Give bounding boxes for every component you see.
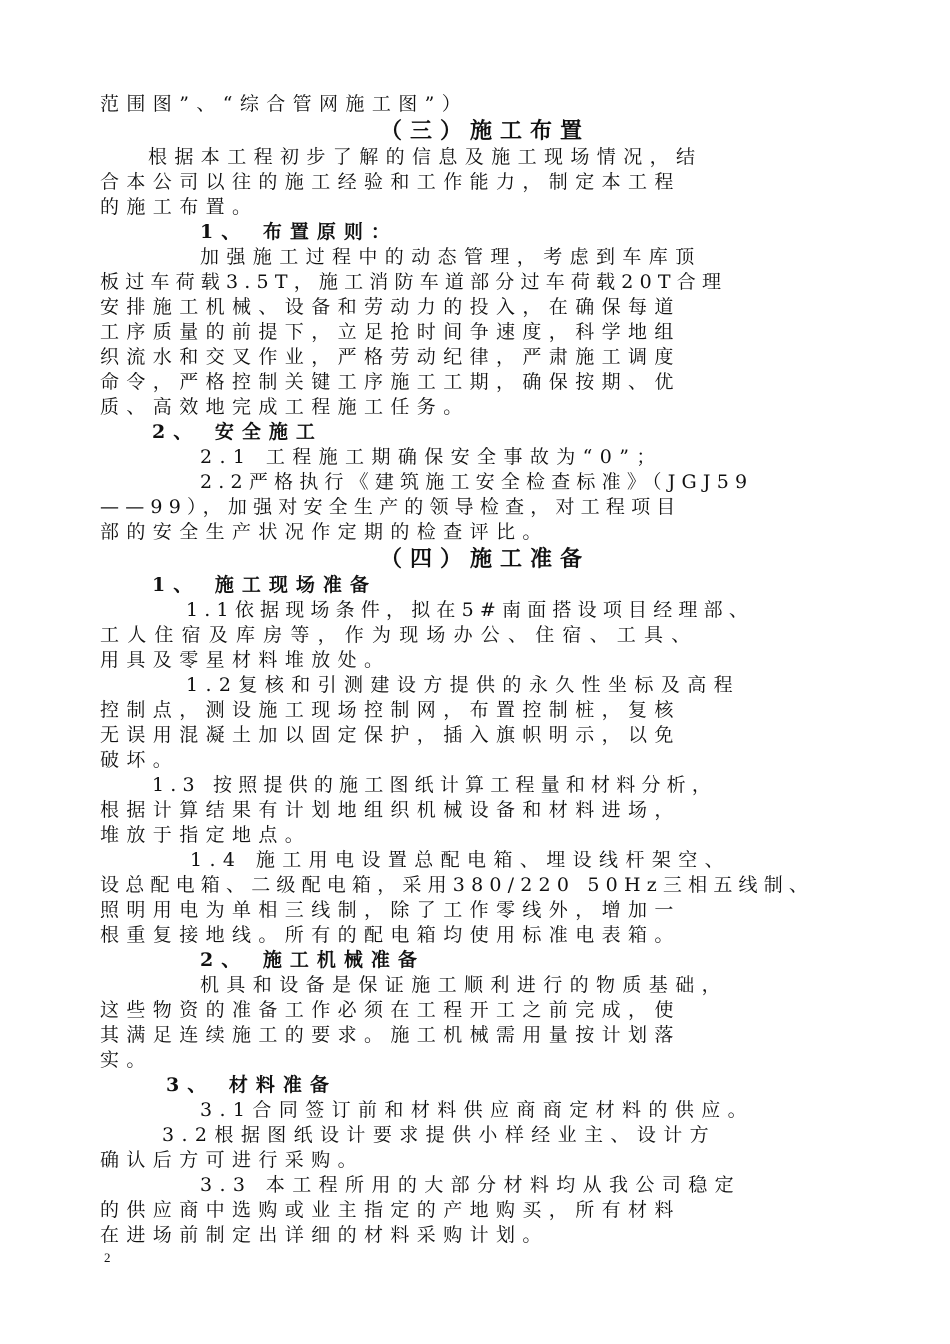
text-line: 命令，严格控制关键工序施工工期，确保按期、优 xyxy=(100,371,681,393)
text-line: 2.2严格执行《建筑施工安全检查标准》（JGJ59 xyxy=(200,471,754,493)
document-page xyxy=(100,92,870,1248)
subsection-heading: 3、 材料准备 xyxy=(166,1074,337,1096)
text-line: ——99），加强对安全生产的领导检查，对工程项目 xyxy=(100,496,682,518)
text-line: 合本公司以往的施工经验和工作能力，制定本工程 xyxy=(100,171,681,193)
text-line: 的供应商中选购或业主指定的产地购买，所有材料 xyxy=(100,1199,681,1221)
text-line: 用具及零星材料堆放处。 xyxy=(100,649,391,671)
text-line: 破坏。 xyxy=(100,749,180,771)
text-line: 其满足连续施工的要求。施工机械需用量按计划落 xyxy=(100,1024,681,1046)
text-line: 质、高效地完成工程施工任务。 xyxy=(100,396,470,418)
text-line: 照明用电为单相三线制，除了工作零线外，增加一 xyxy=(100,899,681,921)
text-line: 无误用混凝土加以固定保护，插入旗帜明示，以免 xyxy=(100,724,681,746)
text-line: 1.1依据现场条件，拟在5#南面搭设项目经理部、 xyxy=(186,599,755,621)
subsection-heading: 2、 施工机械准备 xyxy=(200,949,425,971)
subsection-heading: 2、 安全施工 xyxy=(152,421,323,443)
text-line: 工人住宿及库房等，作为现场办公、住宿、工具、 xyxy=(100,624,699,646)
text-line: 安排施工机械、设备和劳动力的投入，在确保每道 xyxy=(100,296,681,318)
text-line: 1.4 施工用电设置总配电箱、埋设线杆架空、 xyxy=(190,849,732,871)
text-line: 根重复接地线。所有的配电箱均使用标准电表箱。 xyxy=(100,924,681,946)
text-line: 这些物资的准备工作必须在工程开工之前完成，使 xyxy=(100,999,681,1021)
text-line: 设总配电箱、二级配电箱，采用380/220 50Hz三相五线制、 xyxy=(100,874,815,896)
page-number: 2 xyxy=(104,1250,111,1265)
text-line: 板过车荷载3.5T，施工消防车道部分过车荷载20T合理 xyxy=(100,271,728,293)
section-heading-4: （四）施工准备 xyxy=(379,546,590,572)
text-line: 机具和设备是保证施工顺利进行的物质基础， xyxy=(200,974,729,996)
section-heading-3: （三）施工布置 xyxy=(379,118,590,144)
text-line: 确认后方可进行采购。 xyxy=(100,1149,365,1171)
text-line: 部的安全生产状况作定期的检查评比。 xyxy=(100,521,549,543)
text-line: 1.2复核和引测建设方提供的永久性坐标及高程 xyxy=(186,674,741,696)
text-line: 范围图”、“综合管网施工图”） xyxy=(100,93,469,115)
text-line: 堆放于指定地点。 xyxy=(100,824,312,846)
text-line: 的施工布置。 xyxy=(100,196,259,218)
text-line: 3.2根据图纸设计要求提供小样经业主、设计方 xyxy=(162,1124,717,1146)
text-line: 加强施工过程中的动态管理，考虑到车库顶 xyxy=(200,246,702,268)
text-line: 3.1合同签订前和材料供应商商定材料的供应。 xyxy=(200,1099,755,1121)
text-line: 工序质量的前提下，立足抢时间争速度，科学地组 xyxy=(100,321,681,343)
text-line: 在进场前制定出详细的材料采购计划。 xyxy=(100,1224,549,1246)
text-line: 根据计算结果有计划地组织机械设备和材料进场， xyxy=(100,799,681,821)
text-line: 1.3 按照提供的施工图纸计算工程量和材料分析， xyxy=(152,774,718,796)
text-line: 织流水和交叉作业，严格劳动纪律，严肃施工调度 xyxy=(100,346,681,368)
subsection-heading: 1、 布置原则： xyxy=(200,221,398,243)
text-line: 2.1 工程施工期确保安全事故为“0”； xyxy=(200,446,663,468)
text-line: 3.3 本工程所用的大部分材料均从我公司稳定 xyxy=(200,1174,742,1196)
text-line: 实。 xyxy=(100,1049,153,1071)
text-line: 控制点，测设施工现场控制网，布置控制桩，复核 xyxy=(100,699,681,721)
text-line: 根据本工程初步了解的信息及施工现场情况，结 xyxy=(148,146,703,168)
subsection-heading: 1、 施工现场准备 xyxy=(152,574,377,596)
